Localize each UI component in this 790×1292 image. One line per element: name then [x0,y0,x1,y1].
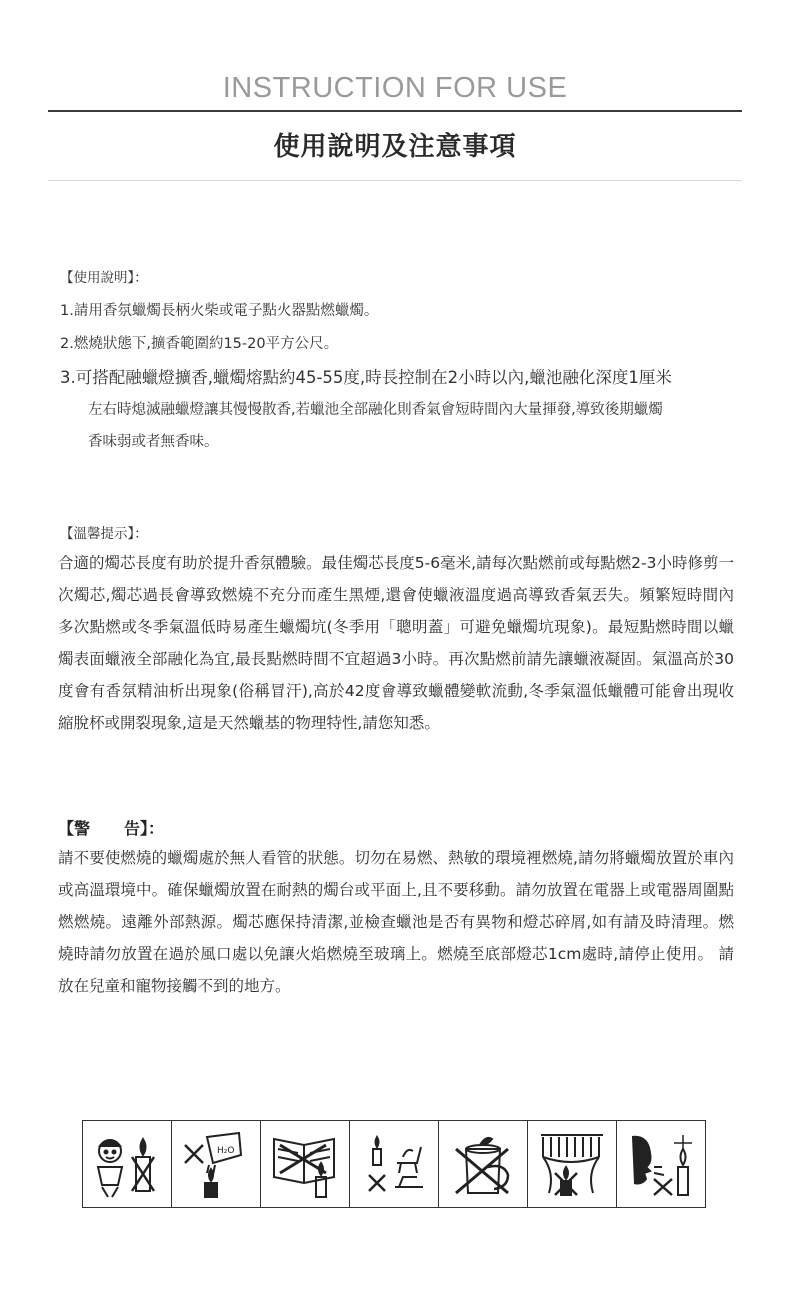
no-near-curtain-icon [528,1121,617,1207]
warning-heading-right: 告】： [124,819,165,838]
warning-paragraph: 請不要使燃燒的蠟燭處於無人看管的狀態。切勿在易燃、熱敏的環境裡燃燒,請勿將蠟燭放置於車內或高溫環境中。確保蠟燭放置在耐熱的燭台或平面上,且不要移動。請勿放置在電器上或電器周圍點燃燃燒。遠離外部熱源。燭芯應保持清潔,並檢查蠟池是否有異物和燈芯碎屑,如有請及時清理。燃燒時請勿放置在過於風口處以免讓火焰燃燒至玻璃上。燃燒至底部燈芯1cm處時,請停止使用。 請放在兒童和寵物接觸不到的地方。 [58,849,734,995]
no-near-furniture-icon [350,1121,439,1207]
usage-heading: 【使用說明】： [60,270,148,286]
english-title: INSTRUCTION FOR USE [222,72,568,104]
usage-item-3-line-3: 香味弱或者無香味。 [88,434,219,450]
no-near-paper-icon [261,1121,350,1207]
page-title: 使用說明及注意事項 [273,132,517,162]
no-water-icon [172,1121,261,1207]
usage-item-2: 2.燃燒狀態下,擴香範圍約15-20平方公尺。 [60,336,339,352]
tips-heading: 【溫馨提示】： [60,526,148,542]
no-blow-out-icon [617,1121,705,1207]
warning-heading-left: 【警 [58,819,91,838]
tips-paragraph: 合適的燭芯長度有助於提升香氛體驗。最佳燭芯長度5-6毫米,請每次點燃前或每點燃2-3小時修剪一次燭芯,燭芯過長會導致燃燒不充分而產生黑煙,還會使蠟液溫度過高導致香氣丟失。頻繁短時間內多次點燃或冬季氣溫低時易產生蠟燭坑(冬季用「聰明蓋」可避免蠟燭坑現象)。最短點燃時間以蠟燭表面蠟液全部融化為宜,最長點燃時間不宜超過3小時。再次點燃前請先讓蠟液凝固。氣溫高於30度會有香氛精油析出現象(俗稱冒汗),高於42度會導致蠟體變軟流動,冬季氣溫低蠟體可能會出現收縮脫杯或開裂現象,這是天然蠟基的物理特性,請您知悉。 [58,554,734,732]
warning-heading [58,816,164,839]
water-label: H₂O [217,1146,235,1156]
child-pet-no-candle-icon [83,1121,172,1207]
usage-item-1: 1.請用香氛蠟燭長柄火柴或電子點火器點燃蠟燭。 [60,303,379,319]
warning-icons-strip [82,1120,706,1208]
no-touch-glass-icon [439,1121,528,1207]
title-divider [48,110,742,112]
usage-item-3: 3.可搭配融蠟燈擴香,蠟燭熔點約45-55度,時長控制在2小時以內,蠟池融化深度1厘米 [60,368,672,387]
header-divider [48,180,742,181]
usage-item-3-line-2: 左右時熄滅融蠟燈讓其慢慢散香,若蠟池全部融化則香氣會短時間內大量揮發,導致後期蠟燭 [88,402,663,418]
